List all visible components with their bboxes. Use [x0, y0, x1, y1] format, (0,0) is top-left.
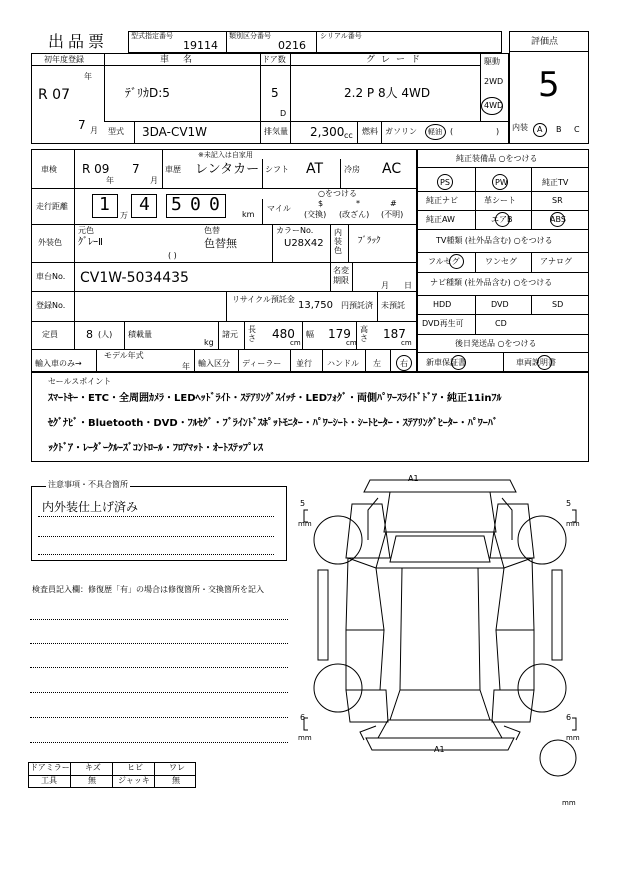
notes-frame [31, 486, 287, 561]
import-dealer: ディーラー [242, 359, 282, 368]
mileage-man-unit: 万 [120, 211, 128, 220]
mileage-opt-tamper: (改ざん) [339, 210, 370, 219]
capacity-unit: (人) [98, 330, 113, 339]
equip-leather: 革シート [484, 196, 516, 205]
rear-damage-code: A1 [434, 745, 445, 754]
mirror-value-none-1: 無 [88, 776, 96, 785]
load-unit: kg [204, 338, 214, 347]
mirror-value-jack: ジャッキ [118, 776, 150, 785]
handle-right-circle [396, 355, 412, 371]
navi-cd: CD [495, 319, 507, 328]
tv-analog: アナログ [540, 257, 572, 266]
registration-label: 登録No. [36, 301, 66, 310]
width-value: 179 [328, 327, 351, 341]
color-label: 外装色 [38, 238, 62, 247]
inspection-month-unit: 月 [150, 176, 158, 185]
equip-pw-circle [492, 174, 508, 190]
first-reg-year-unit: 年 [84, 72, 92, 81]
tv-oneseg: ワンセグ [485, 257, 517, 266]
tread-front-right-unit: mm [566, 520, 580, 528]
mileage-opt-unknown-mark: # [390, 199, 397, 208]
ruibetsu-label: 類別区分番号 [229, 32, 271, 40]
drive-4wd: 4WD [484, 101, 504, 110]
first-reg-era: R 07 [38, 87, 70, 103]
equip-navi: 純正ナビ [426, 196, 458, 205]
history-label: 車歴 [165, 165, 181, 174]
recycle-value: 13,750 [298, 300, 333, 311]
mileage-opt-exchange-mark: $ [318, 199, 324, 208]
tread-rear-left: 6 [300, 713, 306, 722]
ac-value: AC [382, 161, 402, 177]
mirror-value-tools: 工具 [41, 776, 57, 785]
navi-dvd: DVD [491, 300, 509, 309]
tread-front-left-unit: mm [298, 520, 312, 528]
kata-label: 型式指定番号 [131, 32, 173, 40]
later-warranty: 新車保証書 [426, 358, 466, 367]
inspection-month: 7 [132, 162, 140, 176]
grade-b: B [556, 125, 562, 134]
notes-text: 内外装仕上げ済み [42, 500, 139, 514]
car-name: ﾃﾞﾘｶD:5 [125, 86, 170, 100]
mileage-label: 走行距離 [36, 202, 68, 211]
grade-label: グレード [366, 55, 427, 65]
height-label: 高さ [360, 325, 368, 343]
length-unit: cm [290, 339, 301, 347]
name-change-day-unit: 日 [404, 281, 412, 290]
grade-value: 2.2 P 8人 4WD [344, 86, 431, 100]
import-class-label: 輸入区分 [198, 359, 230, 368]
tread-rear-left-unit: mm [298, 734, 312, 742]
door-type: D [280, 109, 287, 118]
repaint-paren: ( ) [168, 251, 177, 260]
navi-title: ナビ種類 (社外品含む) ○をつける [430, 278, 553, 287]
sales-line-2: ｾｸﾞﾅﾋﾞ・Bluetooth・DVD・ﾌﾙｾｸﾞ・ﾌﾞﾗｲﾝﾄﾞｽﾎﾟｯﾄﾓﾆﾀｰ・ﾊﾟﾜｰｼｰﾄ・ｼｰﾄﾋｰﾀｰ・ｽﾃｱﾘﾝｸﾞﾋｰﾀｰ・ﾊﾟﾜｰﾊﾞ [48, 418, 498, 429]
width-label: 幅 [306, 330, 314, 339]
navi-hdd: HDD [433, 300, 452, 309]
first-reg-label: 初年度登録 [44, 55, 84, 64]
later-manual: 車両説明書 [516, 358, 556, 367]
fuel-label: 燃料 [362, 127, 378, 136]
equip-tv: 純正TV [542, 178, 569, 187]
grade-a: A [537, 125, 543, 134]
grade-c: C [574, 125, 580, 134]
navi-dvd-play: DVD再生可 [422, 319, 464, 328]
mileage-d5: 0 [209, 194, 220, 215]
first-reg-month: 7 [78, 118, 86, 132]
first-reg-month-unit: 月 [90, 126, 98, 135]
mileage-opt-mile: マイル [267, 204, 291, 213]
sheet-title: 出品票 [48, 32, 109, 51]
score-value: 5 [538, 65, 560, 105]
equip-abs: ABS [550, 215, 566, 224]
recycle-unpaid: 未預託 [381, 301, 405, 310]
navi-sd: SD [552, 300, 564, 309]
handle-left: 左 [373, 359, 381, 368]
fuel-diesel: 軽油 [428, 128, 442, 136]
tv-fullseg: フルセグ [428, 257, 460, 266]
import-label: 輸入車のみ→ [35, 359, 82, 368]
sales-line-1: ｽﾏｰﾄｷｰ・ETC・全周囲ｶﾒﾗ・LEDﾍｯﾄﾞﾗｲﾄ・ｽﾃｱﾘﾝｸﾞｽｲｯﾁ・LEDﾌｫｸﾞ・両側ﾊﾟﾜｰｽﾗｲﾄﾞﾄﾞｱ・純正11inﾌﾙ [48, 393, 502, 404]
front-damage-code: A1 [408, 474, 419, 483]
recycle-note: 円預託済 [341, 301, 373, 310]
inspection-era: R 09 [82, 162, 110, 176]
mirror-header-crack: ヒビ [127, 763, 143, 772]
height-unit: cm [401, 339, 412, 347]
orig-color-label: 元色 [78, 226, 94, 235]
load-label: 積載量 [128, 330, 152, 339]
equip-sr: SR [552, 196, 563, 205]
import-parallel: 並行 [296, 359, 312, 368]
interior-color: ﾌﾞﾗｯｸ [358, 236, 381, 246]
drive-label: 駆動 [484, 57, 500, 66]
mileage-opt-tamper-mark: * [356, 199, 360, 208]
model-year-unit: 年 [182, 362, 190, 371]
later-manual-circle [537, 355, 552, 370]
equipment-title: 純正装備品 ○をつける [456, 154, 538, 163]
spare-tire-unit: mm [562, 799, 576, 807]
interior-color-label: 内装色 [334, 228, 342, 255]
mileage-opt-unknown: (不明) [381, 210, 404, 219]
model-label: 型式 [108, 127, 124, 136]
model-year-label: モデル年式 [104, 351, 144, 360]
tv-title: TV種類 (社外品含む) ○をつける [436, 236, 553, 245]
mirror-header-mirror: ドアミラー [30, 763, 70, 772]
equip-aw: 純正AW [426, 215, 455, 224]
fuel-gasoline: ガソリン [385, 127, 417, 136]
tread-rear-right-unit: mm [566, 734, 580, 742]
later-title: 後日発送品 ○をつける [455, 339, 537, 348]
name-change-label: 名変期限 [333, 266, 349, 285]
history-value: レンタカー [195, 162, 260, 177]
tread-rear-right: 6 [566, 713, 572, 722]
height-value: 187 [383, 327, 406, 341]
capacity-label: 定員 [42, 330, 58, 339]
notes-label: 注意事項・不具合箇所 [48, 480, 128, 489]
mileage-d2: 4 [139, 194, 150, 215]
sales-label: セールスポイント [48, 377, 112, 386]
capacity-value: 8 [86, 328, 93, 341]
mileage-opt-exchange: (交換) [304, 210, 327, 219]
ac-label: 冷房 [344, 165, 360, 174]
color-code-label: カラーNo. [276, 226, 314, 235]
recycle-label-1: リサイクル預託金 [232, 295, 295, 304]
length-label: 長さ [248, 325, 256, 343]
repaint-value: 色替無 [204, 237, 237, 250]
repaint-label: 色替 [204, 226, 220, 235]
equip-airbag-circle [495, 212, 510, 227]
mirror-header-scratch: キズ [85, 763, 101, 772]
drive-4wd-circle [481, 97, 503, 115]
mirror-value-none-2: 無 [172, 776, 180, 785]
chassis-label: 車台No. [36, 272, 66, 281]
serial-label: シリアル番号 [320, 32, 362, 40]
equip-airbag: エアB [491, 215, 513, 224]
later-warranty-circle [451, 355, 466, 370]
displacement-label: 排気量 [264, 127, 288, 136]
handle-label: ハンドル [327, 359, 359, 368]
inspection-year-unit: 年 [106, 176, 114, 185]
model-value: 3DA-CV1W [142, 125, 208, 139]
width-unit: cm [346, 339, 357, 347]
tread-front-left: 5 [300, 499, 306, 508]
mileage-d1: 1 [99, 194, 110, 215]
shift-value: AT [306, 161, 324, 177]
inspector-label: 検査員記入欄：修復歴「有」の場合は修復箇所・交換箇所を記入 [32, 585, 264, 594]
size-label: 諸元 [222, 330, 238, 339]
tread-front-right: 5 [566, 499, 572, 508]
inspection-label: 車検 [41, 165, 57, 174]
color-code: U28X42 [284, 238, 324, 249]
inspection-note: ※未記入は自家用 [198, 151, 253, 159]
mileage-km-unit: km [242, 210, 255, 219]
drive-2wd: 2WD [484, 77, 504, 86]
score-label: 評価点 [531, 37, 559, 47]
interior-label: 内装 [512, 123, 528, 132]
mileage-circle-note: ○をつける [318, 189, 357, 198]
ruibetsu-value: 0216 [278, 39, 306, 52]
orig-color: ｸﾞﾚｰⅡ [78, 237, 103, 248]
equip-abs-circle [550, 212, 565, 227]
car-damage-diagram [290, 470, 590, 810]
mileage-d4: 0 [190, 194, 201, 215]
displacement-value: 2,300 [310, 125, 345, 139]
fuel-diesel-circle [425, 124, 446, 140]
sales-line-3: ｯｸﾄﾞｱ・ﾚｰﾀﾞｰｸﾙｰｽﾞｺﾝﾄﾛｰﾙ・ﾌﾛｱﾏｯﾄ・ｵｰﾄｽﾃｯﾌﾟﾚｽ [48, 443, 263, 454]
equip-ps: PS [440, 178, 450, 187]
length-value: 480 [272, 327, 295, 341]
displacement-unit: cc [344, 131, 353, 140]
mileage-d3: 5 [171, 194, 182, 215]
tv-fullseg-circle [449, 254, 464, 269]
handle-right: 右 [400, 359, 408, 368]
chassis-value: CV1W-5034435 [80, 270, 189, 286]
kata-value: 19114 [183, 39, 218, 52]
shift-label: シフト [265, 165, 289, 174]
mirror-header-break: ワレ [169, 763, 185, 772]
equip-pw: PW [495, 178, 508, 187]
name-change-month-unit: 月 [381, 281, 389, 290]
doors-label: ドア数 [262, 55, 286, 64]
equip-ps-circle [437, 174, 453, 190]
car-name-label: 車名 [160, 55, 207, 65]
doors-value: 5 [271, 86, 279, 100]
